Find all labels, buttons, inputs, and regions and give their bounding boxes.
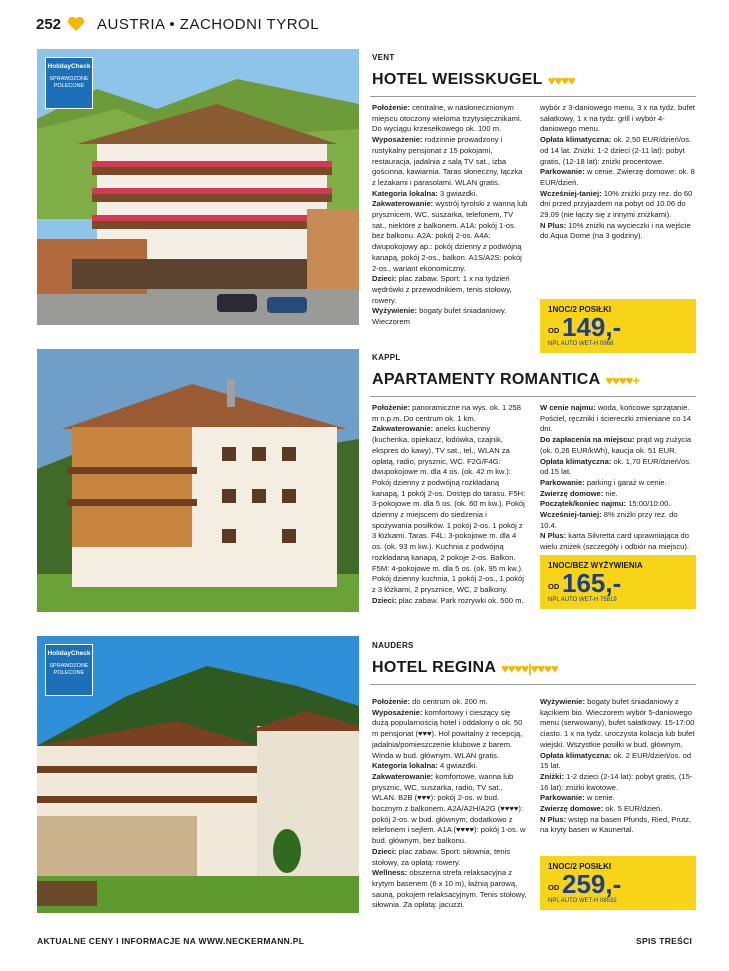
description-label: Dzieci: [372,274,397,284]
description-text: nie. [603,488,618,498]
description-paragraph [540,167,696,188]
description-label: Opłata klimatyczna: [540,456,612,466]
description-text: panoramiczne na wys. ok. 1 258 m n.p.m. Do centrum ok. 1 km. [372,403,521,423]
hotel-name-text: APARTAMENTY ROMANTICA [372,371,601,388]
price-from: OD [548,883,560,892]
description-paragraph [372,199,528,274]
description-paragraph [540,697,696,751]
table-of-contents-link[interactable]: SPIS TREŚCI [636,936,693,946]
price-label: 1NOC/2 POSIŁKI [548,305,612,314]
offer-code: NPL AUTO WET-H 08532 [548,898,617,904]
holidaycheck-badge [45,57,93,109]
description-text: 10% zniżki przy rez. do 60 dni przed przyjazdem na pobyt od 10.06 do 29.09 (nie łączy się z innymi zniżkami). [540,188,693,220]
description-text: komfortowe, wanna lub prysznic, WC, suszarka, radio, TV sat., WLAN. B2B (♥♥♥): pokój 2-os. w bud. bocznym z balkonem. A2A/A2H/A2G (♥♥♥♥): pokój 2-os. w bud. głównym, dodatkowo z telefonem i sejfem. A1A (♥♥♥♥): pokój 1-os. w bud. głównym, bez balkonu. [372,771,526,846]
description-label: Kategoria lokalna: [372,188,438,198]
divider [370,96,696,97]
description-paragraph [372,847,528,868]
description-text: ok. 2,50 EUR/dzień/os. od 14 lat. Zniżki: 1-2 dzieci (2-11 lat): pobyt gratis, (12-18 lat): zniżki procentowe. [540,135,692,166]
description-text: plac zabaw. Sport: siłownia, tenis stołowy, za opłatą: rowery. [372,846,511,867]
description-paragraph [372,189,528,200]
description-label: W cenie najmu: [540,403,596,412]
description-paragraph [372,103,528,135]
hotel-name [372,371,639,389]
description-label: Początek/koniec najmu: [540,499,627,509]
description-paragraph [540,135,696,167]
hotel-description-col2 [540,103,696,242]
description-label: Wcześniej-taniej: [540,188,602,198]
description-label: Wyposażenie: [372,135,423,145]
description-paragraph [540,403,696,435]
price-value: 259,- [562,869,622,899]
description-paragraph [540,772,696,793]
price-label: 1NOC/2 POSIŁKI [548,862,612,871]
offer-code: NPL AUTO WET-H 0968 [548,341,614,347]
description-label: Położenie: [372,103,410,112]
description-label: N Plus: [540,220,567,230]
description-paragraph [372,424,528,595]
description-paragraph [540,221,696,242]
badge-line1: HolidayCheck [47,63,91,70]
offer-code: NPL AUTO WET-H 75819 [548,597,617,603]
description-text: wystrój tyrolski z wanną lub prysznicem, WC, suszarka, telefonem, TV sat., niektóre z balkonem. A1A: pokój 1-os. bez balkonu. A2A: pokój 2-os. A4A: dwupokojowy ap.: pokój dzienny z podwójną kanapą, pokój 2-os., balkon. A1S/A2S: pokój 2-os., wariant ekonomiczny. [372,199,528,273]
description-text: plac zabaw. Sport: 1 x na tydzień wędrówki z przewodnikiem, tenis stołowy, rowery. [372,274,512,305]
description-text: 15:00/10:00. [626,499,671,509]
description-paragraph [372,761,528,772]
description-label: Zakwaterowanie: [372,199,434,209]
description-label: Wyżywienie: [372,306,418,316]
description-label: N Plus: [540,531,567,541]
price-value: 149,- [562,312,622,342]
divider [370,396,696,397]
description-paragraph [540,478,696,489]
description-label: Dzieci: [372,846,397,856]
description-text: ok. 5 EUR/dzień. [603,804,663,814]
description-label: Zakwaterowanie: [372,424,434,434]
heart-rating-icon: ♥♥♥♥ [547,72,575,88]
description-text: wstęp na basen Pfunds, Ried, Prutz, na kryty basen w Kaunertal. [540,814,692,835]
hotel-name-text: HOTEL REGINA [372,659,497,676]
hotel-location: KAPPL [372,353,401,362]
description-text: ok. 2 EUR/dzień/os. od 15 lat. [540,750,692,771]
badge-line1: HolidayCheck [47,650,91,657]
description-text: wybór z 3-daniowego menu, 3 x na tydz. bufet sałatkowy, 1 x na tydz. grill i wybór 4-daniowego menu. [540,103,695,134]
hotel-description-col2 [540,697,696,836]
hotel-name [372,659,558,677]
description-paragraph [372,697,528,708]
price-label: 1NOC/BEZ WYŻYWIENIA [548,561,643,570]
description-text: 3 gwiazdki. [437,188,478,198]
description-paragraph [540,457,696,478]
description-text: plac zabaw. Park rozrywki ok. 500 m. [396,595,524,605]
hotel-photo-regina [37,636,359,913]
description-paragraph [540,804,696,815]
description-label: Kategoria lokalna: [372,761,438,771]
hotel-location: NAUDERS [372,641,414,650]
description-text: rodzinnie prowadzony i rustykalny pensjonat z 15 pokojami, restauracja, jadalnia z salą TV sat., izba gościnna, kawiarnia. Taras słoneczny, łączka z leżakami i parasolami. WLAN gratis. [372,135,523,187]
description-paragraph [540,751,696,772]
description-paragraph [372,403,528,424]
page-number: 252 [36,15,62,33]
description-label: Zwierzę domowe: [540,488,604,498]
description-text: centralne, w nasłonecznionym miejscu otoczony wieloma trzytysięcznikami. Do wyciągu krzesełkowego ok. 100 m. [372,103,522,134]
description-text: w cenie. Zwierzę domowe: ok. 8 EUR/dzień. [540,167,695,187]
hotel-description-col1 [372,103,528,328]
divider [370,684,696,685]
description-paragraph [372,868,528,911]
heart-icon [67,16,85,32]
description-label: Wellness: [372,868,408,878]
badge-line2: SPRAWDZONE POLECONE [49,663,89,676]
description-paragraph [540,793,696,804]
price-from: OD [548,582,560,591]
description-paragraph [540,815,696,836]
description-paragraph [372,274,528,306]
page-header [36,10,319,38]
description-paragraph [540,103,696,135]
description-paragraph [540,189,696,221]
description-text: obszerna strefa relaksacyjna z krytym basenem (6 x 10 m), łaźnią parową, sauną, pokojem relaksacyjnym. Tenis stołowy, siłownia. Za opłatą: jacuzzi. [372,868,527,910]
heart-rating-icon: ♥♥♥♥|♥♥♥♥ [501,660,558,676]
description-text: bogaty bufet śniadaniowy z kącikiem bio. Wieczorem wybór 5-daniowego menu (serwowany), bufet sałatkowy. 15-17:00 ciasto. 1 x na tydz. uroczysta kolacja lub bufet wiejski. Wszystkie posiłki w bud. głównym. [540,697,695,749]
description-label: Do zapłacenia na miejscu: [540,435,635,445]
footer-website-link[interactable]: AKTUALNE CENY I INFORMACJE NA WWW.NECKERMANN.PL [37,936,305,946]
description-text: komfortowy i cieszący się dużą popularnością hotel i oddalony o ok. 50 m pensjonat (♥♥♥). Hol powitalny z recepcją, jadalnia/pomieszczenie klubowe z barem. Winda w bud. głównym. WLAN gratis. [372,707,523,760]
description-paragraph [540,510,696,531]
region-title: AUSTRIA • ZACHODNI TYROL [97,15,320,33]
description-paragraph [372,772,528,847]
hotel-name-text: HOTEL WEISSKUGEL [372,71,543,88]
description-label: Opłata klimatyczna: [540,750,612,760]
hotel-photo-weisskugel [37,49,359,325]
description-text: prąd wg zużycia (ok. 0,26 EUR/kWh), kaucja ok. 51 EUR. [540,435,692,455]
price-from: OD [548,326,560,335]
description-label: Położenie: [372,403,410,412]
description-label: Położenie: [372,697,410,706]
description-label: Wcześniej-taniej: [540,510,602,520]
description-label: N Plus: [540,814,567,824]
hotel-location: VENT [372,53,395,62]
description-text: woda, końcowe sprzątanie. Pościel, ręczniki i ściereczki zmieniane co 14 dni. [540,403,692,434]
description-label: Zakwaterowanie: [372,771,434,781]
description-paragraph [540,531,696,552]
description-text: w cenie. [584,793,615,803]
description-text: 1-2 dzieci (2-14 lat): pobyt gratis, (15-16 lat): zniżki kwotowe. [540,771,693,792]
description-paragraph [540,489,696,500]
description-text: 4 gwiazdki. [437,761,478,771]
description-text: 8% zniżki przy rez. do 10.4. [540,510,678,530]
description-text: aneks kuchenny (kuchenka, opiekacz, lodówka, czajnik, ekspres do kawy), TV sat., tel., WLAN za opłatą, radio, prysznic, WC. F2G/F4G: dwupokojowe m. dla 4 os. (ok. 42 m kw.): Pokój dzienny z podwójną rozkładaną kanapą, 1 pokój 2-os. Dostęp do tarasu. F5H: 3-pokojowe m. dla 5 os. (ok. 60 m kw.). Pokój dzienny z miejscem do siedzenia i spożywania posiłków. 1 pokój 2-os. 1 pokój z 3 łóżkami. Taras. F4L: 3-pokojowe m. dla 4 os. (ok. 93 m kw.). Kuchnia z podwójną rozkładaną kanapą, 2 pokoje 2-os. Balkon. F5M: 4-pokojowe m. dla 5 os. (ok. 95 m kw.). Pokój dzienny kuchnia, 1 pokój 2-os., 1 pokój z 3 łóżkami, 2 prysznice, WC, 2 balkony. [372,424,526,594]
hotel-description-col1 [372,403,528,606]
description-text: karta Silvretta card uprawniająca do wielu zniżek (szczegóły i odbiór na miejscu). [540,531,689,552]
price-box[interactable] [540,299,696,353]
description-label: Parkowanie: [540,793,585,803]
description-label: Dzieci: [372,595,397,605]
description-paragraph [372,306,528,327]
hotel-name [372,71,575,89]
description-paragraph [540,499,696,510]
description-label: Parkowanie: [540,477,585,487]
description-text: parking i garaż w cenie. [584,477,667,487]
description-label: Wyposażenie: [372,707,423,717]
holidaycheck-badge [45,644,93,696]
price-box[interactable] [540,555,696,609]
description-paragraph [540,435,696,456]
description-label: Parkowanie: [540,167,585,177]
description-paragraph [372,135,528,189]
description-text: do centrum ok. 200 m. [409,697,488,706]
price-box[interactable] [540,856,696,910]
heart-rating-icon: ♥♥♥♥+ [605,372,639,388]
description-paragraph [372,596,528,607]
hotel-description-col1 [372,697,528,911]
hotel-description-col2 [540,403,696,553]
price-value: 165,- [562,568,622,598]
description-paragraph [372,708,528,762]
description-label: Opłata klimatyczna: [540,135,612,145]
description-label: Wyżywienie: [540,697,586,706]
description-text: 10% zniżki na wycieczki i na wejście do Aqua Dome (na 3 godziny). [540,220,691,241]
badge-line2: SPRAWDZONE POLECONE [49,76,89,89]
description-text: bogaty bufet śniadaniowy. Wieczorem [372,306,507,327]
description-text: ok. 1,70 EUR/dzień/os. od 15 lat. [540,456,692,477]
description-label: Zwierzę domowe: [540,804,604,814]
hotel-photo-romantica [37,349,359,612]
description-label: Zniżki: [540,771,565,781]
